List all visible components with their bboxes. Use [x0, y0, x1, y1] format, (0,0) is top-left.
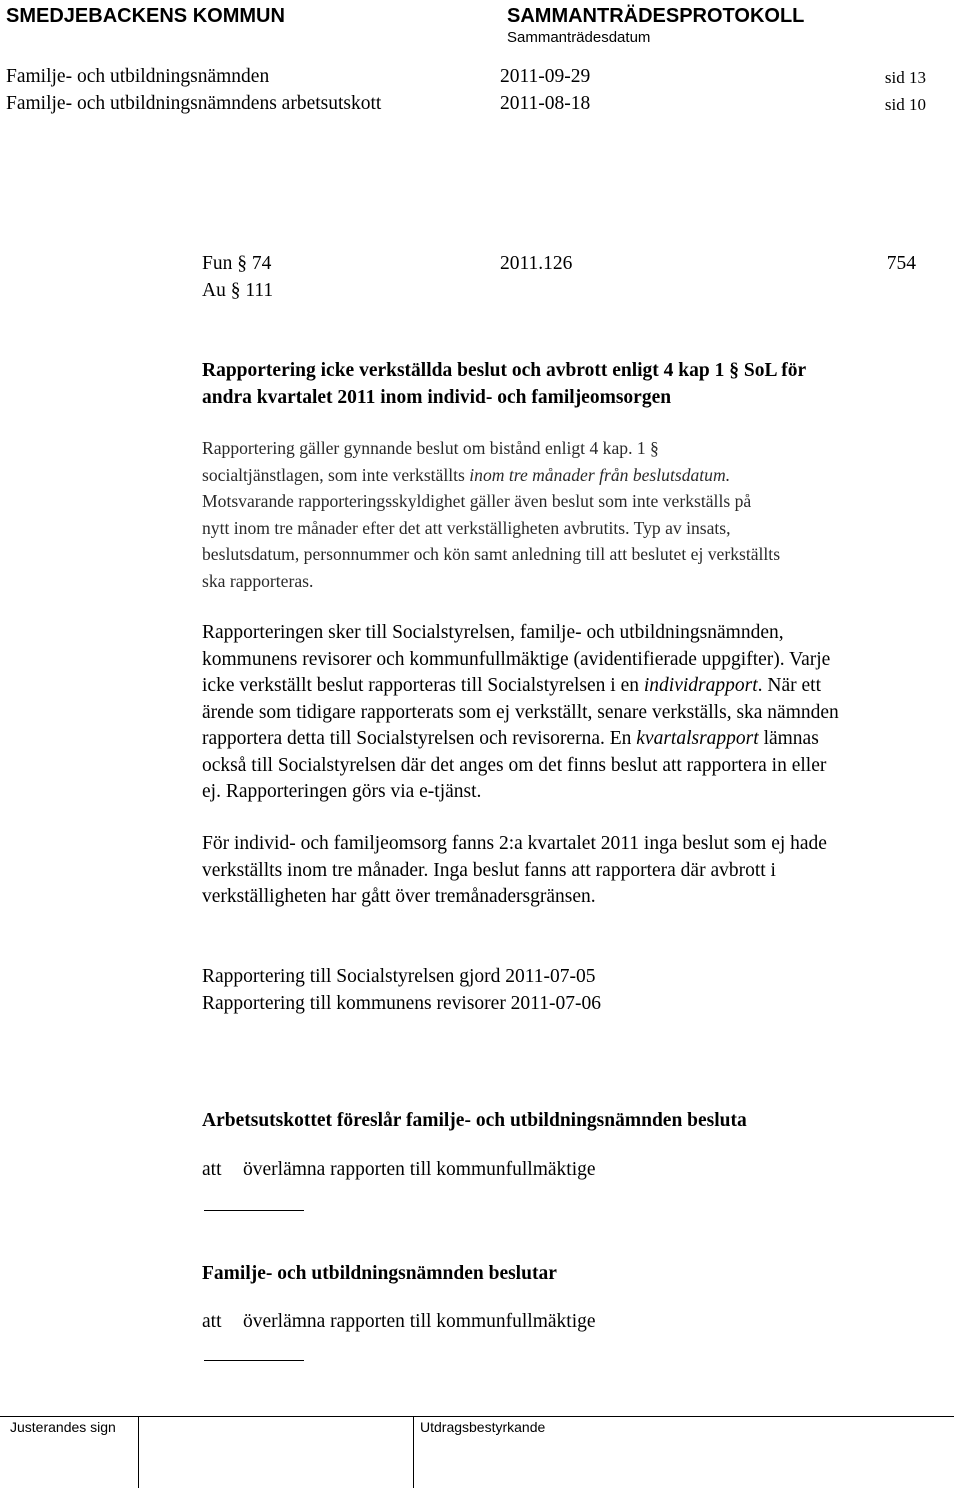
p2-line-3-tail: . När ett [757, 675, 821, 696]
decision-separator [204, 1360, 304, 1361]
proposal-separator [204, 1210, 304, 1211]
paragraph-reporting-scope [202, 435, 958, 594]
p2-line-6: också till Socialstyrelsen där det anges om det finns beslut att rapportera in eller [202, 754, 827, 776]
p3-line-1: För individ- och familjeomsorg fanns 2:a kvartalet 2011 inga beslut som ej hade [202, 833, 827, 854]
p1-line-2 [202, 462, 958, 489]
municipality-name: SMEDJEBACKENS KOMMUN [6, 5, 285, 27]
p2-line-1: Rapporteringen sker till Socialstyrelsen, familje- och utbildningsnämnden, [202, 622, 784, 643]
diary-number: 2011.126 [500, 253, 573, 274]
protocol-subtitle: Sammanträdesdatum [507, 29, 651, 46]
header-body-1: Familje- och utbildningsnämnden [6, 66, 270, 87]
p1-line-6: ska rapporteras. [202, 570, 314, 591]
p1-line-4-tail: Typ av insats, [629, 517, 731, 538]
decision-text: överlämna rapporten till kommunfullmäktige [243, 1311, 596, 1332]
item-title-line-2: andra kvartalet 2011 inom individ- och familjeomsorgen [202, 386, 672, 408]
paragraph-quarter-result [202, 831, 958, 911]
excerpt-label: Utdragsbestyrkande [420, 1419, 546, 1435]
signature-label: Justerandes sign [10, 1419, 116, 1435]
header-date-2: 2011-08-18 [500, 93, 591, 114]
item-title-line-1: Rapportering icke verkställda beslut och avbrott enligt 4 kap 1 § SoL för [202, 360, 807, 381]
header-date-1: 2011-09-29 [500, 66, 591, 87]
p2-line-4: ärende som tidigare rapporterats som ej verkställt, senare verkställs, ska nämnden [202, 701, 839, 723]
p2-line-3-emphasis: individrapport [643, 675, 758, 696]
p1-line-2-text: socialtjänstlagen, som inte verkställts [202, 464, 470, 485]
p1-line-5: beslutsdatum, personnummer och kön samt anledning till att beslutet ej verkställts [202, 544, 781, 564]
p1-line-4-text: nytt inom tre månader efter det att verkställigheten avbrutits. [202, 517, 630, 538]
header-page-1: sid 13 [884, 68, 926, 87]
p3-line-3: verkställigheten har gått över tremånadersgränsen. [202, 886, 596, 907]
header-body-2: Familje- och utbildningsnämndens arbetsutskott [6, 93, 382, 114]
header-page-2: sid 10 [884, 95, 926, 114]
p1-line-2-emphasis: inom tre månader från beslutsdatum. [469, 464, 731, 485]
p1-line-4 [202, 515, 958, 542]
item-title [202, 358, 958, 411]
p2-line-2: kommunens revisorer och kommunfullmäktige (avidentifierade uppgifter). Varje [202, 648, 831, 670]
proposal-heading: Arbetsutskottet föreslår familje- och utbildningsnämnden besluta [202, 1110, 747, 1131]
p2-line-5-tail: lämnas [758, 728, 819, 749]
archive-number: 754 [886, 253, 916, 274]
paragraph-reporting-dates [202, 964, 958, 1017]
p1-line-1: Rapportering gäller gynnande beslut om bistånd enligt 4 kap. 1 § [202, 438, 659, 458]
p2-line-3-text: icke verkställt beslut rapporteras till Socialstyrelsen i en [202, 675, 644, 696]
footer-divider-2 [413, 1416, 414, 1488]
proposal-text: överlämna rapporten till kommunfullmäktige [243, 1159, 596, 1180]
au-paragraph-number: Au § 111 [202, 280, 274, 301]
p3-line-2: verkställts inom tre månader. Inga beslut fanns att rapportera där avbrott i [202, 859, 776, 881]
footer-divider-1 [138, 1416, 139, 1488]
decision-heading: Familje- och utbildningsnämnden beslutar [202, 1263, 557, 1284]
p1-line-3: Motsvarande rapporteringsskyldighet gäller även beslut som inte verkställs på [202, 491, 752, 511]
p2-line-7: ej. Rapporteringen görs via e-tjänst. [202, 781, 482, 802]
footer-rule [0, 1416, 954, 1417]
p2-line-5-emphasis: kvartalsrapport [636, 728, 759, 749]
paragraph-reporting-recipients [202, 620, 958, 806]
decision-att: att [202, 1311, 222, 1332]
p4-line-2: Rapportering till kommunens revisorer 2011-07-06 [202, 992, 601, 1014]
p4-line-1: Rapportering till Socialstyrelsen gjord 2011-07-05 [202, 966, 596, 987]
protocol-title: SAMMANTRÄDESPROTOKOLL [507, 5, 805, 27]
proposal-att: att [202, 1159, 222, 1180]
fun-paragraph-number: Fun § 74 [202, 253, 272, 274]
p2-line-5 [202, 726, 958, 753]
p2-line-3 [202, 673, 958, 700]
p2-line-5-text: rapportera detta till Socialstyrelsen och revisorerna. En [202, 728, 637, 749]
